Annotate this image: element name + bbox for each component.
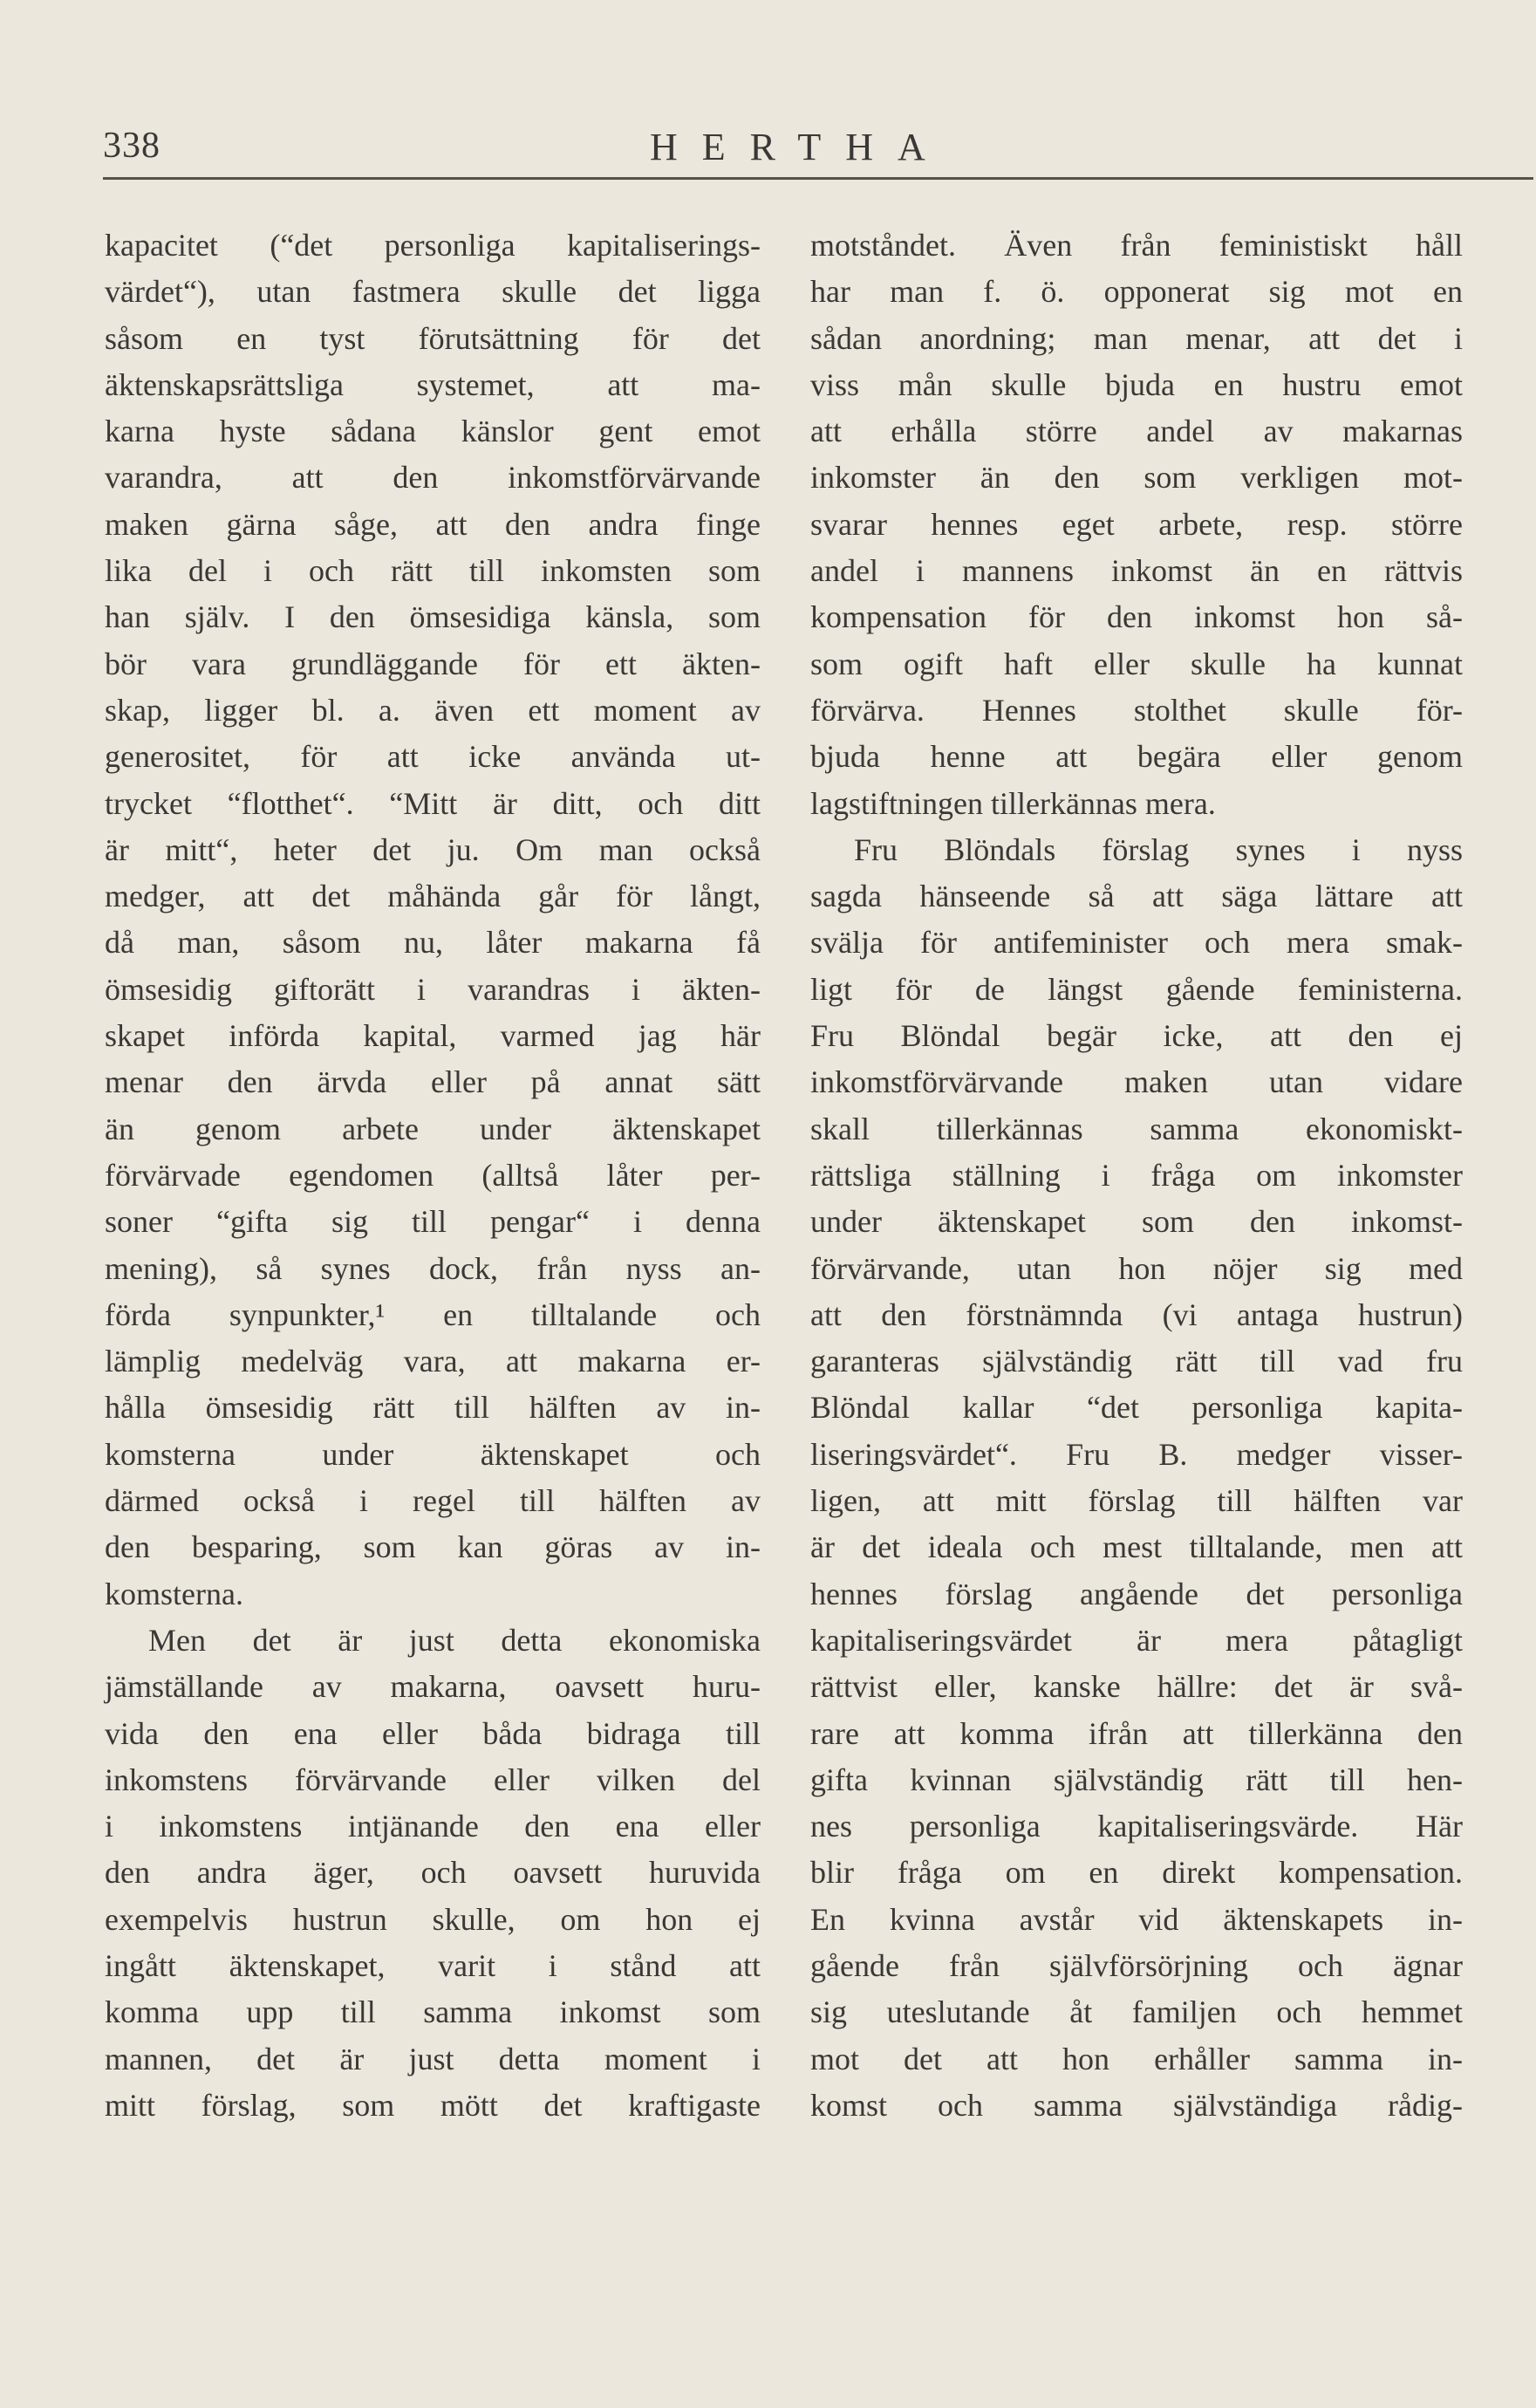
text-line: inkomster än den som verkligen mot- <box>810 460 1463 496</box>
text-line: skap, ligger bl. a. även ett moment av <box>105 692 761 728</box>
text-line: förvärvade egendomen (alltså låter per- <box>105 1157 761 1193</box>
text-line: lämplig medelväg vara, att makarna er- <box>105 1344 761 1379</box>
text-line: hennes förslag angående det personliga <box>810 1576 1463 1611</box>
text-line: än genom arbete under äktenskapet <box>105 1111 761 1146</box>
text-line: rättsliga ställning i fråga om inkomster <box>810 1157 1463 1193</box>
text-line: rättvist eller, kanske hällre: det är svå- <box>810 1669 1463 1705</box>
text-line: motståndet. Även från feministiskt håll <box>810 228 1463 263</box>
text-line: rare att komma ifrån att tillerkänna den <box>810 1715 1463 1751</box>
text-line: kompensation för den inkomst hon så- <box>810 599 1463 635</box>
text-line: skapet införda kapital, varmed jag här <box>105 1018 761 1054</box>
text-line: Blöndal kallar “det personliga kapita- <box>810 1390 1463 1426</box>
text-line: i inkomstens intjänande den ena eller <box>105 1809 761 1844</box>
text-line: lika del i och rätt till inkomsten som <box>105 553 761 589</box>
text-line: lagstiftningen tillerkännas mera. <box>810 785 1216 821</box>
text-line: trycket “flotthet“. “Mitt är ditt, och ditt <box>105 785 761 821</box>
text-line: ömsesidig giftorätt i varandras i äkten- <box>105 971 761 1007</box>
text-line: därmed också i regel till hälften av <box>105 1483 761 1519</box>
text-line: varandra, att den inkomstförvärvande <box>105 460 761 496</box>
text-line: inkomstförvärvande maken utan vidare <box>810 1064 1463 1100</box>
text-line: ligen, att mitt förslag till hälften var <box>810 1483 1463 1519</box>
text-line: förvärvande, utan hon nöjer sig med <box>810 1250 1463 1286</box>
text-line: skall tillerkännas samma ekonomiskt- <box>810 1111 1463 1146</box>
page-number: 338 <box>103 126 160 166</box>
text-line: att den förstnämnda (vi antaga hustrun) <box>810 1296 1463 1332</box>
text-line: hålla ömsesidig rätt till hälften av in- <box>105 1390 761 1426</box>
text-line: då man, såsom nu, låter makarna få <box>105 925 761 961</box>
text-line: komsterna under äktenskapet och <box>105 1436 761 1472</box>
text-line: bjuda henne att begära eller genom <box>810 739 1463 775</box>
text-line: bör vara grundläggande för ett äkten- <box>105 646 761 681</box>
running-title: HERTHA <box>650 126 950 168</box>
text-line: exempelvis hustrun skulle, om hon ej <box>105 1901 761 1937</box>
text-line: är det ideala och mest tilltalande, men att <box>810 1529 1463 1565</box>
text-line: äktenskapsrättsliga systemet, att ma- <box>105 366 761 402</box>
text-line: blir fråga om en direkt kompensation. <box>810 1855 1463 1891</box>
text-line: såsom en tyst förutsättning för det <box>105 320 761 356</box>
text-line: gående från självförsörjning och ägnar <box>810 1947 1463 1983</box>
text-line: han själv. I den ömsesidiga känsla, som <box>105 599 761 635</box>
text-line: andel i mannens inkomst än en rättvis <box>810 553 1463 589</box>
text-line: förvärva. Hennes stolthet skulle för- <box>810 692 1463 728</box>
text-line: generositet, för att icke använda ut- <box>105 739 761 775</box>
text-line: medger, att det måhända går för långt, <box>105 879 761 914</box>
text-line: mot det att hon erhåller samma in- <box>810 2041 1463 2076</box>
text-line: garanteras självständig rätt till vad fru <box>810 1344 1463 1379</box>
text-line: Men det är just detta ekonomiska <box>148 1622 761 1658</box>
text-line: svarar hennes eget arbete, resp. större <box>810 506 1463 542</box>
text-line: Fru Blöndal begär icke, att den ej <box>810 1018 1463 1054</box>
text-column-left <box>105 222 761 2129</box>
text-line: den besparing, som kan göras av in- <box>105 1529 761 1565</box>
text-line: som ogift haft eller skulle ha kunnat <box>810 646 1463 681</box>
text-line: mannen, det är just detta moment i <box>105 2041 761 2076</box>
text-line: menar den ärvda eller på annat sätt <box>105 1064 761 1100</box>
text-line: sagda hänseende så att säga lättare att <box>810 879 1463 914</box>
text-line: komst och samma självständiga rådig- <box>810 2087 1463 2123</box>
text-line: värdet“), utan fastmera skulle det ligga <box>105 274 761 310</box>
text-line: jämställande av makarna, oavsett huru- <box>105 1669 761 1705</box>
text-line: mitt förslag, som mött det kraftigaste <box>105 2087 761 2123</box>
text-column-right <box>810 222 1463 2129</box>
header-rule <box>103 177 1533 180</box>
text-line: är mitt“, heter det ju. Om man också <box>105 831 761 867</box>
text-line: komma upp till samma inkomst som <box>105 1994 761 2030</box>
text-line: sådan anordning; man menar, att det i <box>810 320 1463 356</box>
text-line: svälja för antifeminister och mera smak- <box>810 925 1463 961</box>
text-line: kapitaliseringsvärdet är mera påtagligt <box>810 1622 1463 1658</box>
text-line: den andra äger, och oavsett huruvida <box>105 1855 761 1891</box>
text-line: förda synpunkter,¹ en tilltalande och <box>105 1296 761 1332</box>
text-line: kapacitet (“det personliga kapitaliserings- <box>105 228 761 263</box>
text-line: mening), så synes dock, från nyss an- <box>105 1250 761 1286</box>
text-line: har man f. ö. opponerat sig mot en <box>810 274 1463 310</box>
text-line: ingått äktenskapet, varit i stånd att <box>105 1947 761 1983</box>
text-line: ligt för de längst gående feministerna. <box>810 971 1463 1007</box>
text-line: maken gärna såge, att den andra finge <box>105 506 761 542</box>
text-line: att erhålla större andel av makarnas <box>810 414 1463 449</box>
text-line: gifta kvinnan självständig rätt till hen- <box>810 1762 1463 1797</box>
text-line: sig uteslutande åt familjen och hemmet <box>810 1994 1463 2030</box>
text-line: liseringsvärdet“. Fru B. medger visser- <box>810 1436 1463 1472</box>
text-line: under äktenskapet som den inkomst- <box>810 1204 1463 1240</box>
text-line: En kvinna avstår vid äktenskapets in- <box>810 1901 1463 1937</box>
text-line: inkomstens förvärvande eller vilken del <box>105 1762 761 1797</box>
text-line: Fru Blöndals förslag synes i nyss <box>854 831 1463 867</box>
text-line: komsterna. <box>105 1576 243 1611</box>
text-line: viss mån skulle bjuda en hustru emot <box>810 366 1463 402</box>
text-line: nes personliga kapitaliseringsvärde. Här <box>810 1809 1463 1844</box>
text-line: karna hyste sådana känslor gent emot <box>105 414 761 449</box>
text-line: soner “gifta sig till pengar“ i denna <box>105 1204 761 1240</box>
text-line: vida den ena eller båda bidraga till <box>105 1715 761 1751</box>
